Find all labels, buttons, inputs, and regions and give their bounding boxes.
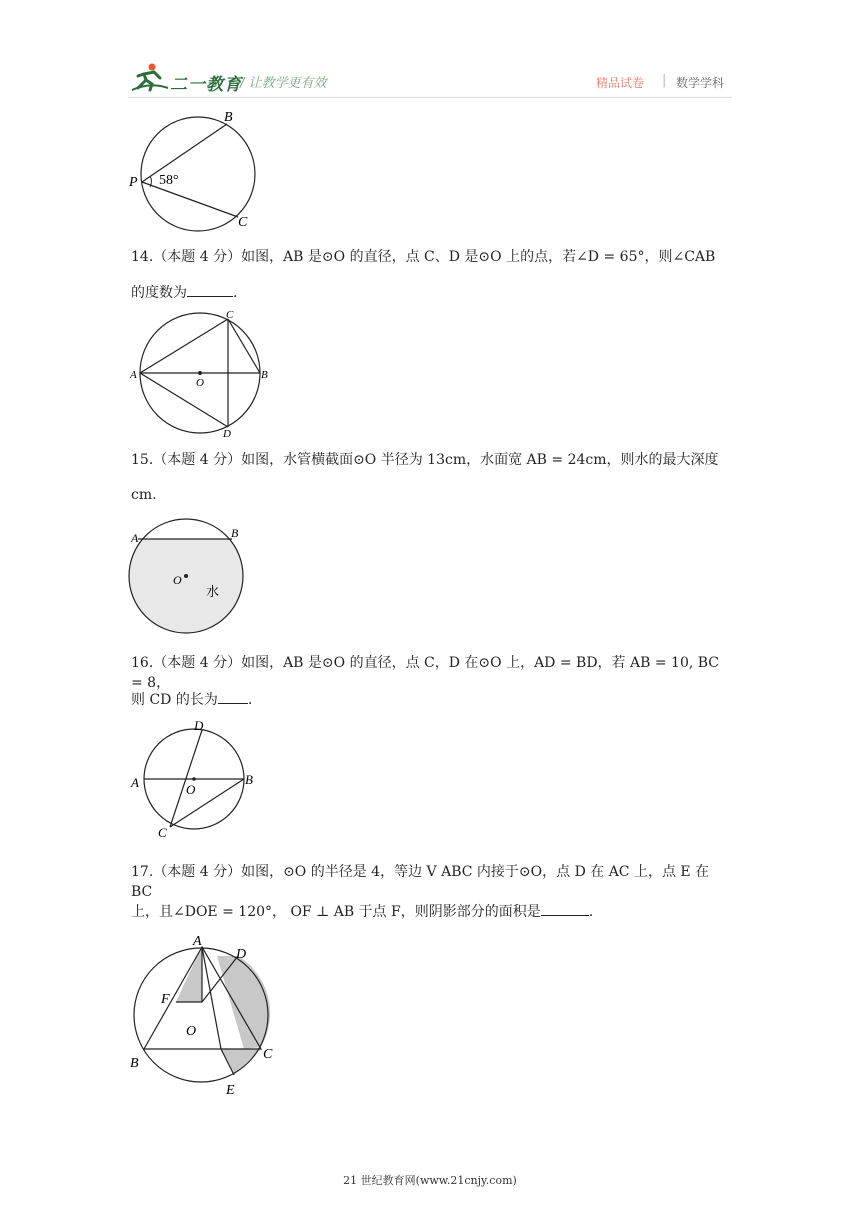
svg-text:O: O	[186, 1024, 197, 1039]
svg-text:B: B	[130, 1056, 139, 1071]
svg-text:O: O	[173, 573, 182, 587]
svg-text:B: B	[261, 369, 268, 381]
footer: 21 世纪教育网(www.21cnjy.com)	[343, 1174, 517, 1187]
svg-text:D: D	[223, 428, 231, 440]
question-14-line2	[131, 282, 731, 303]
question-16-line2	[131, 689, 731, 710]
fig13-label-c: C	[238, 215, 248, 230]
question-16-end: .	[247, 692, 253, 708]
question-17-text: 上，且∠DOE = 120°， OF ⊥ AB 于点 F，则阴影部分的面积是	[131, 904, 541, 920]
answer-blank-17[interactable]	[541, 901, 589, 916]
svg-text:A: A	[131, 775, 139, 790]
svg-text:B: B	[231, 526, 239, 540]
fig13-label-p: P	[129, 175, 138, 190]
question-17-line1: 17.（本题 4 分）如图，⊙O 的半径是 4，等边 V ABC 内接于⊙O，点 D 在 AC 上，点 E 在 BC	[131, 864, 710, 900]
figure-17	[124, 930, 284, 1100]
svg-text:O: O	[196, 377, 204, 389]
svg-text:D: D	[194, 718, 204, 733]
header-separator: |	[662, 73, 667, 88]
question-17-line2	[131, 901, 731, 922]
svg-text:C: C	[263, 1047, 273, 1062]
header	[0, 0, 860, 100]
question-14-line1: 14.（本题 4 分）如图，AB 是⊙O 的直径，点 C、D 是⊙O 上的点，若∠D = 65°，则∠CAB	[131, 249, 716, 265]
svg-text:A: A	[130, 369, 137, 381]
figure-15	[124, 514, 254, 638]
svg-text:水: 水	[206, 584, 220, 599]
svg-text:E: E	[226, 1083, 235, 1098]
fig13-chord-pb	[142, 124, 227, 182]
svg-text:B: B	[245, 772, 253, 787]
question-16-text: 则 CD 的长为	[131, 692, 218, 708]
figure-13	[120, 106, 280, 236]
svg-text:C: C	[158, 825, 167, 840]
figure-16	[126, 716, 266, 842]
svg-text:F: F	[161, 992, 170, 1007]
logo-text: 二一教育	[170, 75, 242, 95]
question-14-end: .	[233, 285, 238, 301]
answer-blank-14[interactable]	[187, 282, 233, 297]
slogan: / 让教学更有效	[240, 76, 327, 91]
svg-text:D: D	[236, 947, 247, 962]
header-subject: 数学学科	[676, 76, 725, 90]
fig13-angle: 58°	[159, 173, 179, 188]
question-16-line1: 16.（本题 4 分）如图，AB 是⊙O 的直径，点 C，D 在⊙O 上，AD = BD，若 AB = 10, BC = 8，	[131, 655, 720, 691]
question-15-line2: cm.	[131, 487, 157, 503]
header-label: 精品试卷	[596, 76, 645, 90]
question-15-line1: 15.（本题 4 分）如图，水管横截面⊙O 半径为 13cm，水面宽 AB = 24cm，则水的最大深度	[131, 452, 719, 468]
svg-text:C: C	[226, 309, 234, 321]
svg-text:A: A	[131, 531, 139, 545]
svg-text:O: O	[186, 782, 196, 797]
question-17-end: .	[588, 904, 594, 920]
runner-logo-icon	[130, 62, 170, 92]
answer-blank-16[interactable]	[218, 689, 248, 704]
svg-text:A: A	[193, 934, 202, 949]
figure-14	[124, 306, 284, 442]
fig13-chord-pc	[142, 182, 238, 217]
fig13-label-b: B	[224, 110, 233, 125]
header-divider	[128, 97, 732, 98]
question-14-text: 的度数为	[131, 285, 187, 301]
